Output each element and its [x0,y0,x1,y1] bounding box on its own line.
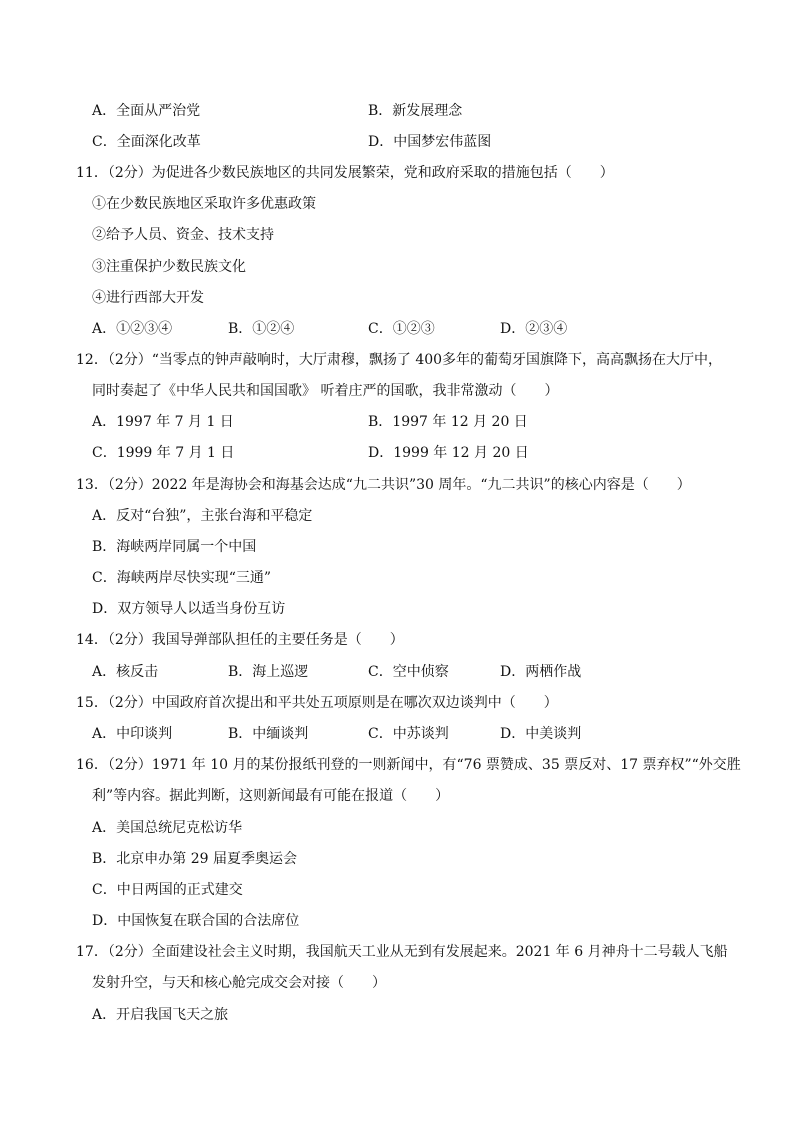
q11-item-1: ①在少数民族地区采取许多优惠政策 [92,196,316,212]
q16-stem-line2: 利”等内容。据此判断，这则新闻最有可能在报道（ ） [92,788,450,804]
q11-item-3: ③注重保护少数民族文化 [92,259,246,275]
q16-option-d: D．中国恢复在联合国的合法席位 [92,913,300,929]
q15-stem: 15．（2分）中国政府首次提出和平共处五项原则是在哪次双边谈判中（ ） [76,695,558,711]
q17-option-a: A．开启我国飞天之旅 [92,1007,229,1023]
q11-option-b: B．①②④ [228,321,295,337]
q11-item-2: ②给予人员、资金、技术支持 [92,227,274,243]
q15-option-d: D．中美谈判 [500,726,582,742]
q14-option-b: B．海上巡逻 [228,664,309,680]
q17-stem-line1: 17．（2分）全面建设社会主义时期，我国航天工业从无到有发展起来。2021 年 6 月神舟十二号载人飞船 [76,944,728,960]
q15-option-c: C．中苏谈判 [368,726,449,742]
q11-option-d: D．②③④ [500,321,568,337]
q13-option-b: B．海峡两岸同属一个中国 [92,539,257,555]
q14-option-d: D．两栖作战 [500,664,582,680]
q11-option-c: C．①②③ [368,321,435,337]
q16-option-b: B．北京申办第 29 届夏季奥运会 [92,851,298,867]
q10-option-b: B．新发展理念 [368,103,463,119]
q10-option-a: A．全面从严治党 [92,103,201,119]
q12-option-d: D．1999 年 12 月 20 日 [368,445,529,461]
q12-option-c: C．1999 年 7 月 1 日 [92,445,235,461]
q16-option-c: C．中日两国的正式建交 [92,882,243,898]
q13-option-c: C．海峡两岸尽快实现“三通” [92,570,272,586]
q12-stem-line2: 同时奏起了《中华人民共和国国歌》 听着庄严的国歌，我非常激动（ ） [92,383,559,399]
q17-stem-line2: 发射升空，与天和核心舱完成交会对接（ ） [92,975,386,991]
q10-option-d: D．中国梦宏伟蓝图 [368,134,492,150]
q12-option-a: A．1997 年 7 月 1 日 [92,414,234,430]
q13-option-a: A．反对“台独”，主张台海和平稳定 [92,508,313,524]
q11-stem: 11．（2分）为促进各少数民族地区的共同发展繁荣，党和政府采取的措施包括（ ） [76,165,614,181]
q12-stem-line1: 12．（2分）“当零点的钟声敲响时，大厅肃穆，飘扬了 400多年的葡萄牙国旗降下，高高飘扬在大厅中， [76,352,723,368]
q15-option-b: B．中缅谈判 [228,726,309,742]
q11-item-4: ④进行西部大开发 [92,290,204,306]
q11-option-a: A．①②③④ [92,321,173,337]
q13-option-d: D．双方领导人以适当身份互访 [92,601,286,617]
q12-option-b: B．1997 年 12 月 20 日 [368,414,528,430]
q14-option-c: C．空中侦察 [368,664,449,680]
q15-option-a: A．中印谈判 [92,726,173,742]
q16-option-a: A．美国总统尼克松访华 [92,820,243,836]
q14-option-a: A．核反击 [92,664,159,680]
q14-stem: 14．（2分）我国导弹部队担任的主要任务是（ ） [76,632,404,648]
q13-stem: 13．（2分）2022 年是海协会和海基会达成“九二共识”30 周年。“九二共识”的核心内容是（ ） [76,477,691,493]
q10-option-c: C．全面深化改革 [92,134,201,150]
q16-stem-line1: 16．（2分）1971 年 10 月的某份报纸刊登的一则新闻中，有“76 票赞成、35 票反对、17 票弃权”“外交胜 [76,757,741,773]
